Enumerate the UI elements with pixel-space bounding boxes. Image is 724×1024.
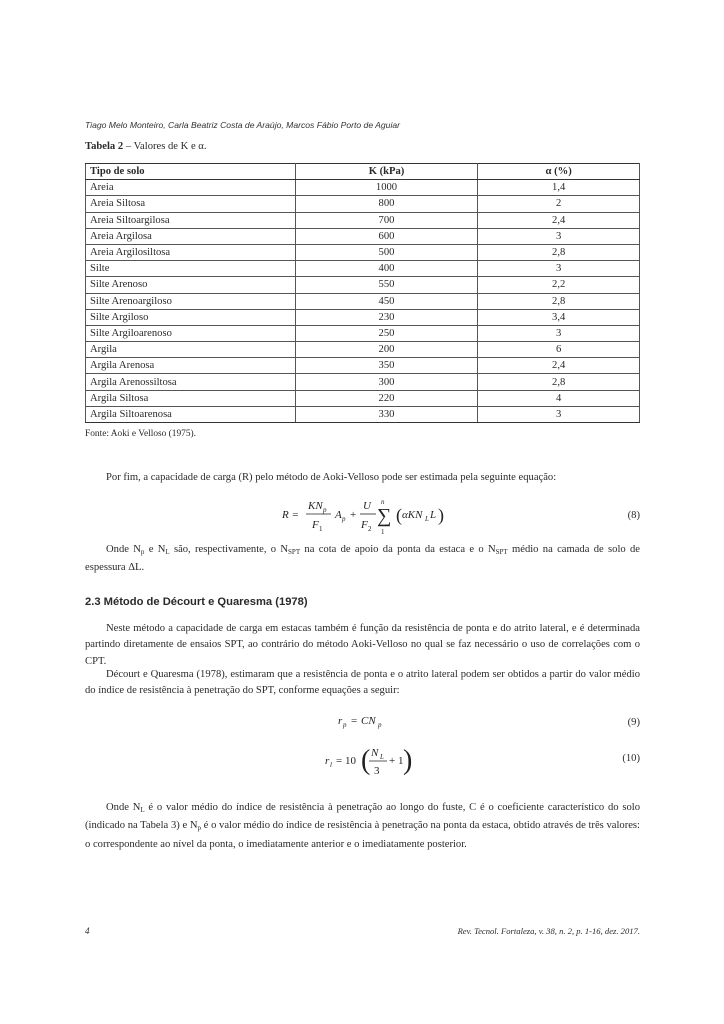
cell-alpha-value: 1,4 — [478, 180, 640, 196]
table-caption-label: Tabela 2 — [85, 141, 124, 152]
svg-text:p: p — [343, 721, 347, 729]
cell-k-value: 1000 — [295, 180, 478, 196]
table-row — [86, 228, 640, 244]
cell-alpha-value: 3 — [478, 406, 640, 422]
cell-soil-type: Silte Argiloarenoso — [86, 325, 296, 341]
cell-k-value: 800 — [295, 196, 478, 212]
cell-soil-type: Silte — [86, 261, 296, 277]
cell-soil-type: Areia Siltosa — [86, 196, 296, 212]
svg-text:1: 1 — [381, 528, 385, 536]
equation-9-number: (9) — [627, 717, 640, 728]
cell-soil-type: Areia Siltoargilosa — [86, 212, 296, 228]
table-row — [86, 406, 640, 422]
table-row — [86, 244, 640, 260]
column-header-alpha: α (%) — [478, 164, 640, 180]
cell-alpha-value: 3,4 — [478, 309, 640, 325]
paragraph-np-nl-definition: Onde $N_p$ e $N_L$ são, respectivamente, o $N_{SPT}$ na cota de apoio da ponta da estaca e o $N_{SPT}$ médio na camada de solo de espessura ΔL. — [85, 544, 640, 574]
paragraph-nl-c-np-definition: Onde $N_L$ é o valor médio do índice de resistência à penetração ao longo do fuste, C é o coeficiente característico do solo (indicado na Tabela 3) e $N_p$ é o valor médio do índice de resistência à penetração na ponta da estaca, obtido através de três valores: o correspondente ao nível da ponta, o imediatamente anterior e o imediatamente posterior. — [85, 802, 641, 850]
svg-text:A: A — [335, 509, 342, 521]
svg-text:3: 3 — [374, 765, 380, 777]
svg-text:L: L — [380, 753, 384, 761]
svg-text:= 10: = 10 — [336, 755, 356, 767]
svg-text:+ 1: + 1 — [389, 755, 404, 767]
svg-text:CN: CN — [361, 715, 376, 727]
cell-k-value: 500 — [295, 244, 478, 260]
paragraph-aoki-velloso-intro: Por fim, a capacidade de carga (R) pelo método de Aoki-Velloso pode ser estimada pela seguinte equação: — [106, 472, 557, 483]
svg-text:n: n — [381, 498, 385, 506]
table-row — [86, 212, 640, 228]
table-row — [86, 277, 640, 293]
svg-text:r: r — [338, 715, 343, 727]
table-row — [86, 293, 640, 309]
equation-8-number: (8) — [627, 510, 640, 521]
cell-soil-type: Argila Siltoarenosa — [86, 406, 296, 422]
svg-text:F: F — [312, 519, 319, 531]
cell-soil-type: Silte Arenoargiloso — [86, 293, 296, 309]
cell-soil-type: Silte Arenoso — [86, 277, 296, 293]
cell-k-value: 220 — [295, 390, 478, 406]
table-row — [86, 309, 640, 325]
svg-text:r: r — [325, 755, 330, 767]
svg-text:∑: ∑ — [377, 505, 392, 527]
cell-k-value: 450 — [295, 293, 478, 309]
cell-soil-type: Silte Argiloso — [86, 309, 296, 325]
table-row — [86, 390, 640, 406]
cell-alpha-value: 2,8 — [478, 374, 640, 390]
cell-alpha-value: 2,8 — [478, 244, 640, 260]
cell-soil-type: Argila — [86, 342, 296, 358]
table-caption — [85, 141, 207, 152]
svg-text:2: 2 — [368, 525, 372, 533]
cell-alpha-value: 2 — [478, 196, 640, 212]
svg-text:+: + — [350, 509, 357, 521]
table-row — [86, 261, 640, 277]
section-heading: 2.3 Método de Décourt e Quaresma (1978) — [85, 596, 308, 608]
cell-k-value: 230 — [295, 309, 478, 325]
cell-alpha-value: 3 — [478, 228, 640, 244]
cell-k-value: 350 — [295, 358, 478, 374]
cell-k-value: 250 — [295, 325, 478, 341]
equation-10-number: (10) — [622, 753, 640, 764]
cell-alpha-value: 2,2 — [478, 277, 640, 293]
journal-citation: Rev. Tecnol. Fortaleza, v. 38, n. 2, p. 1-16, dez. 2017. — [457, 926, 640, 936]
table-caption-text: – Valores de K e α. — [123, 141, 207, 152]
svg-text:L: L — [430, 509, 437, 521]
svg-text:(: ( — [396, 505, 402, 525]
paragraph-decourt-method: Neste método a capacidade de carga em estacas também é função da resistência de ponta e do atrito lateral, e é determinada partindo diretamente de ensaios SPT, ao contrário do método Aoki-Velloso no qual se faz necessário o uso de correlações com o CPT. — [85, 623, 640, 667]
cell-soil-type: Argila Arenossiltosa — [86, 374, 296, 390]
table-row — [86, 196, 640, 212]
cell-k-value: 550 — [295, 277, 478, 293]
soil-parameters-table — [85, 163, 640, 423]
cell-soil-type: Argila Arenosa — [86, 358, 296, 374]
svg-text:p: p — [378, 721, 382, 729]
svg-text:αKN: αKN — [402, 509, 423, 521]
column-header-soil-type: Tipo de solo — [86, 164, 296, 180]
svg-text:l: l — [330, 761, 332, 769]
equation-10 — [323, 740, 413, 782]
svg-text:U: U — [363, 500, 371, 512]
svg-text:): ) — [438, 505, 444, 525]
paragraph-decourt-estimation: Décourt e Quaresma (1978), estimaram que a resistência de ponta e o atrito lateral podem ser obtidos a partir do valor médio do índice de resistência à penetração do SPT, conforme equações a seguir: — [85, 669, 640, 697]
table-row — [86, 325, 640, 341]
equation-9 — [336, 710, 416, 732]
cell-k-value: 200 — [295, 342, 478, 358]
cell-k-value: 400 — [295, 261, 478, 277]
table-header-row — [86, 164, 640, 180]
column-header-k: K (kPa) — [295, 164, 478, 180]
svg-text:R =: R = — [282, 509, 299, 521]
cell-soil-type: Areia Argilosiltosa — [86, 244, 296, 260]
cell-alpha-value: 2,8 — [478, 293, 640, 309]
cell-soil-type: Areia — [86, 180, 296, 196]
svg-text:): ) — [403, 745, 413, 776]
equation-8 — [280, 494, 460, 540]
cell-alpha-value: 3 — [478, 325, 640, 341]
cell-alpha-value: 2,4 — [478, 212, 640, 228]
page-number: 4 — [85, 926, 90, 936]
cell-k-value: 300 — [295, 374, 478, 390]
svg-text:(: ( — [361, 745, 371, 776]
table-row — [86, 358, 640, 374]
cell-alpha-value: 3 — [478, 261, 640, 277]
svg-text:1: 1 — [319, 525, 323, 533]
svg-text:p: p — [323, 506, 327, 514]
table-source: Fonte: Aoki e Velloso (1975). — [85, 429, 197, 439]
cell-k-value: 330 — [295, 406, 478, 422]
cell-alpha-value: 4 — [478, 390, 640, 406]
running-header-authors: Tiago Melo Monteiro, Carla Beatriz Costa de Araújo, Marcos Fábio Porto de Aguiar — [85, 120, 401, 130]
svg-text:L: L — [425, 515, 429, 523]
svg-text:N: N — [371, 747, 379, 759]
svg-text:F: F — [361, 519, 368, 531]
cell-k-value: 700 — [295, 212, 478, 228]
cell-alpha-value: 2,4 — [478, 358, 640, 374]
cell-alpha-value: 6 — [478, 342, 640, 358]
svg-text:p: p — [342, 515, 346, 523]
table-row — [86, 180, 640, 196]
cell-soil-type: Areia Argilosa — [86, 228, 296, 244]
table-row — [86, 374, 640, 390]
cell-soil-type: Argila Siltosa — [86, 390, 296, 406]
cell-k-value: 600 — [295, 228, 478, 244]
svg-text:=: = — [351, 715, 358, 727]
svg-text:KN: KN — [308, 500, 323, 512]
table-row — [86, 342, 640, 358]
